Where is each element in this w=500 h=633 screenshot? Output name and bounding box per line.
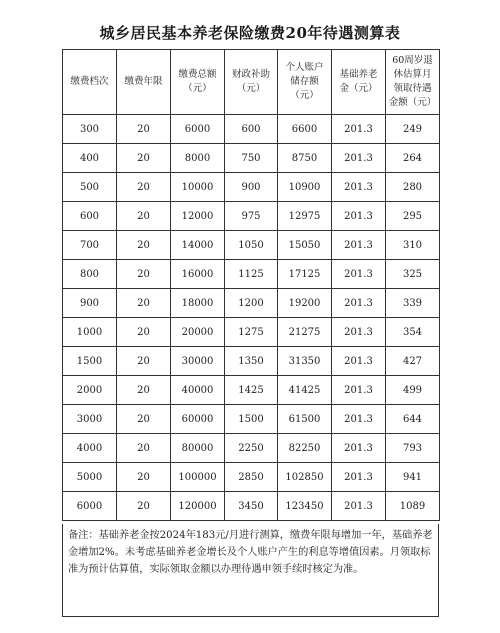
table-row xyxy=(63,405,440,434)
table-cell: 201.3 xyxy=(332,115,386,144)
table-cell: 60000 xyxy=(171,405,225,434)
table-cell: 600 xyxy=(225,115,278,144)
table-cell: 499 xyxy=(386,376,440,405)
table-cell: 20 xyxy=(117,202,171,231)
table-cell: 8000 xyxy=(171,144,225,173)
table-cell: 6000 xyxy=(63,492,117,521)
table-cell: 1425 xyxy=(225,376,278,405)
table-cell: 400 xyxy=(63,144,117,173)
header-basic-pension: 基础养老 金（元） xyxy=(332,50,386,115)
table-cell: 201.3 xyxy=(332,463,386,492)
table-cell: 15050 xyxy=(278,231,332,260)
table-cell: 3450 xyxy=(225,492,278,521)
table-cell: 249 xyxy=(386,115,440,144)
table-cell: 12975 xyxy=(278,202,332,231)
table-cell: 644 xyxy=(386,405,440,434)
table-cell: 10000 xyxy=(171,173,225,202)
table-cell: 700 xyxy=(63,231,117,260)
table-cell: 61500 xyxy=(278,405,332,434)
table-cell: 123450 xyxy=(278,492,332,521)
table-cell: 280 xyxy=(386,173,440,202)
footnote: 备注：基础养老金按2024年183元/月进行测算，缴费年限每增加一年，基础养老金增加2%。未考虑基础养老金增长及个人账户产生的利息等增值因素。月领取标准为预计估算值，实际领取金额以办理待遇申领手续时核定为准。 xyxy=(62,524,439,617)
table-cell: 201.3 xyxy=(332,144,386,173)
table-row xyxy=(63,376,440,405)
table-row xyxy=(63,260,440,289)
table-cell: 20 xyxy=(117,376,171,405)
table-cell: 19200 xyxy=(278,289,332,318)
table-cell: 201.3 xyxy=(332,376,386,405)
table-cell: 41425 xyxy=(278,376,332,405)
table-cell: 325 xyxy=(386,260,440,289)
table-cell: 793 xyxy=(386,434,440,463)
table-cell: 10900 xyxy=(278,173,332,202)
table-cell: 102850 xyxy=(278,463,332,492)
table-cell: 6000 xyxy=(171,115,225,144)
table-cell: 100000 xyxy=(171,463,225,492)
table-cell: 201.3 xyxy=(332,231,386,260)
table-cell: 2250 xyxy=(225,434,278,463)
table-cell: 310 xyxy=(386,231,440,260)
table-cell: 21275 xyxy=(278,318,332,347)
table-cell: 201.3 xyxy=(332,405,386,434)
table-cell: 20 xyxy=(117,405,171,434)
header-tier: 缴费档次 xyxy=(63,50,117,115)
table-cell: 600 xyxy=(63,202,117,231)
table-cell: 941 xyxy=(386,463,440,492)
document-title: 城乡居民基本养老保险缴费20年待遇测算表 xyxy=(99,24,401,42)
table-cell: 20 xyxy=(117,231,171,260)
table-cell: 17125 xyxy=(278,260,332,289)
table-cell: 20 xyxy=(117,115,171,144)
table-cell: 8750 xyxy=(278,144,332,173)
table-cell: 900 xyxy=(63,289,117,318)
table-cell: 3000 xyxy=(63,405,117,434)
table-row xyxy=(63,492,440,521)
table-cell: 201.3 xyxy=(332,492,386,521)
table-cell: 80000 xyxy=(171,434,225,463)
table-cell: 354 xyxy=(386,318,440,347)
table-cell: 264 xyxy=(386,144,440,173)
table-cell: 339 xyxy=(386,289,440,318)
table-cell: 20 xyxy=(117,463,171,492)
table-cell: 427 xyxy=(386,347,440,376)
table-cell: 300 xyxy=(63,115,117,144)
table-cell: 20 xyxy=(117,318,171,347)
table-row xyxy=(63,347,440,376)
table-cell: 201.3 xyxy=(332,318,386,347)
table-cell: 1089 xyxy=(386,492,440,521)
table-cell: 20000 xyxy=(171,318,225,347)
table-cell: 975 xyxy=(225,202,278,231)
table-cell: 20 xyxy=(117,289,171,318)
table-row xyxy=(63,202,440,231)
table-header-row xyxy=(63,50,440,115)
table-cell: 20 xyxy=(117,173,171,202)
table-cell: 14000 xyxy=(171,231,225,260)
table-row xyxy=(63,115,440,144)
table-cell: 31350 xyxy=(278,347,332,376)
table-cell: 20 xyxy=(117,144,171,173)
table-cell: 4000 xyxy=(63,434,117,463)
table-cell: 82250 xyxy=(278,434,332,463)
table-cell: 20 xyxy=(117,347,171,376)
table-cell: 900 xyxy=(225,173,278,202)
header-account-balance: 个人账户 储存额 （元） xyxy=(278,50,332,115)
table-cell: 295 xyxy=(386,202,440,231)
table-row xyxy=(63,289,440,318)
table-cell: 18000 xyxy=(171,289,225,318)
table-cell: 5000 xyxy=(63,463,117,492)
table-cell: 40000 xyxy=(171,376,225,405)
header-total-payment: 缴费总额 （元） xyxy=(171,50,225,115)
table-cell: 1125 xyxy=(225,260,278,289)
header-monthly-benefit: 60周岁退 休估算月 领取待遇 金额（元） xyxy=(386,50,440,115)
benefit-table xyxy=(62,49,440,521)
table-cell: 2000 xyxy=(63,376,117,405)
table-cell: 120000 xyxy=(171,492,225,521)
table-cell: 201.3 xyxy=(332,347,386,376)
table-cell: 500 xyxy=(63,173,117,202)
table-cell: 20 xyxy=(117,492,171,521)
header-subsidy: 财政补助 （元） xyxy=(225,50,278,115)
table-cell: 201.3 xyxy=(332,173,386,202)
table-cell: 20 xyxy=(117,260,171,289)
table-cell: 20 xyxy=(117,434,171,463)
table-cell: 1350 xyxy=(225,347,278,376)
table-cell: 750 xyxy=(225,144,278,173)
table-row xyxy=(63,144,440,173)
table-cell: 1200 xyxy=(225,289,278,318)
table-row xyxy=(63,434,440,463)
table-cell: 201.3 xyxy=(332,434,386,463)
table-cell: 1500 xyxy=(225,405,278,434)
table-cell: 1000 xyxy=(63,318,117,347)
table-cell: 2850 xyxy=(225,463,278,492)
table-cell: 1500 xyxy=(63,347,117,376)
table-cell: 800 xyxy=(63,260,117,289)
table-cell: 30000 xyxy=(171,347,225,376)
table-cell: 201.3 xyxy=(332,289,386,318)
table-cell: 1050 xyxy=(225,231,278,260)
table-cell: 12000 xyxy=(171,202,225,231)
table-cell: 6600 xyxy=(278,115,332,144)
table-row xyxy=(63,463,440,492)
table-cell: 1275 xyxy=(225,318,278,347)
table-row xyxy=(63,318,440,347)
table-cell: 201.3 xyxy=(332,260,386,289)
table-row xyxy=(63,173,440,202)
table-cell: 16000 xyxy=(171,260,225,289)
table-cell: 201.3 xyxy=(332,202,386,231)
table-row xyxy=(63,231,440,260)
table-body xyxy=(63,115,440,521)
header-years: 缴费年限 xyxy=(117,50,171,115)
